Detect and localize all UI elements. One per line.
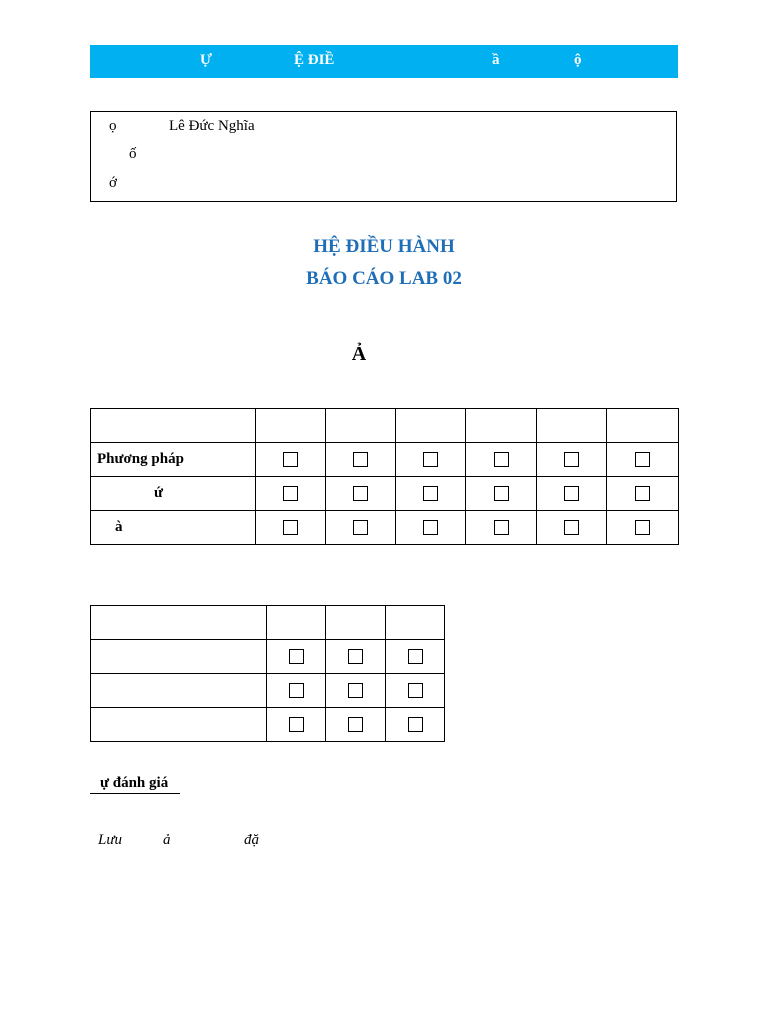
table-cell [255,443,325,477]
table-cell [466,511,537,545]
table-cell [326,606,386,640]
row-label [91,708,267,742]
header-banner [90,45,678,78]
table-cell [267,708,326,742]
table-cell [325,409,396,443]
table-cell [91,606,267,640]
banner-text-3: ầ [492,52,500,68]
checkbox[interactable] [283,452,298,467]
table-cell [396,511,466,545]
table-cell [466,443,537,477]
self-assessment-text: ự đánh giá [100,775,169,791]
table-cell [537,409,607,443]
checkbox[interactable] [283,520,298,535]
table-row [91,708,445,742]
checkbox[interactable] [494,486,509,501]
checkbox[interactable] [423,452,438,467]
checkbox[interactable] [353,486,368,501]
table-cell [466,477,537,511]
note-text-2: ả [163,832,171,848]
table-cell [91,409,256,443]
table-cell [537,477,607,511]
table-cell [607,477,679,511]
table-row [91,477,679,511]
self-assessment-label [90,775,180,794]
checkbox[interactable] [289,649,304,664]
info-label-class: ớ [109,175,117,191]
checkbox[interactable] [289,717,304,732]
section-heading: Ả [351,343,367,365]
info-label-id: ố [129,146,137,162]
table-cell [396,477,466,511]
table-cell [267,606,326,640]
row-label: à [91,511,256,545]
table-cell [267,674,326,708]
row-label [91,674,267,708]
table-cell [326,640,386,674]
report-title: BÁO CÁO LAB 02 [306,268,462,289]
banner-text-4: ộ [574,52,582,68]
table-cell [325,511,396,545]
checkbox[interactable] [423,520,438,535]
note-text-1: Lưu [98,832,123,848]
table-cell [607,409,679,443]
table-row [91,674,445,708]
student-info-box [90,111,677,202]
row-label: Phương pháp [91,443,256,477]
checkbox[interactable] [408,683,423,698]
table-cell [386,674,445,708]
course-title: HỆ ĐIỀU HÀNH [313,236,455,257]
checkbox[interactable] [635,520,650,535]
table-cell [326,674,386,708]
checkbox[interactable] [564,486,579,501]
checkbox[interactable] [348,717,363,732]
table-cell [607,511,679,545]
table-cell [537,443,607,477]
table-cell [396,409,466,443]
checkbox[interactable] [494,452,509,467]
table-cell [267,640,326,674]
table-cell [466,409,537,443]
table-cell [396,443,466,477]
row-label [91,640,267,674]
checkbox[interactable] [564,520,579,535]
checkbox[interactable] [289,683,304,698]
evaluation-table-2 [90,605,445,742]
checkbox[interactable] [353,520,368,535]
info-value-name: Lê Đức Nghĩa [169,118,255,134]
table-cell [326,708,386,742]
table-header-row [91,409,679,443]
checkbox[interactable] [423,486,438,501]
checkbox[interactable] [348,649,363,664]
table-cell [386,640,445,674]
row-label: ứ [91,477,256,511]
table-cell [537,511,607,545]
checkbox[interactable] [564,452,579,467]
evaluation-table-1 [90,408,679,545]
checkbox[interactable] [283,486,298,501]
table-header-row [91,606,445,640]
checkbox[interactable] [408,649,423,664]
note-text-3: đặ [244,832,259,848]
checkbox[interactable] [348,683,363,698]
checkbox[interactable] [353,452,368,467]
checkbox[interactable] [635,452,650,467]
checkbox[interactable] [408,717,423,732]
table-cell [255,477,325,511]
table-cell [386,606,445,640]
table-cell [325,477,396,511]
checkbox[interactable] [635,486,650,501]
table-cell [325,443,396,477]
info-label-name: ọ [109,118,117,134]
banner-text-1: Ự [200,52,212,68]
table-cell [255,409,325,443]
table-cell [255,511,325,545]
table-row [91,511,679,545]
banner-text-2: Ệ ĐIỀ [294,52,335,68]
table-cell [607,443,679,477]
table-row [91,443,679,477]
checkbox[interactable] [494,520,509,535]
table-row [91,640,445,674]
table-cell [386,708,445,742]
